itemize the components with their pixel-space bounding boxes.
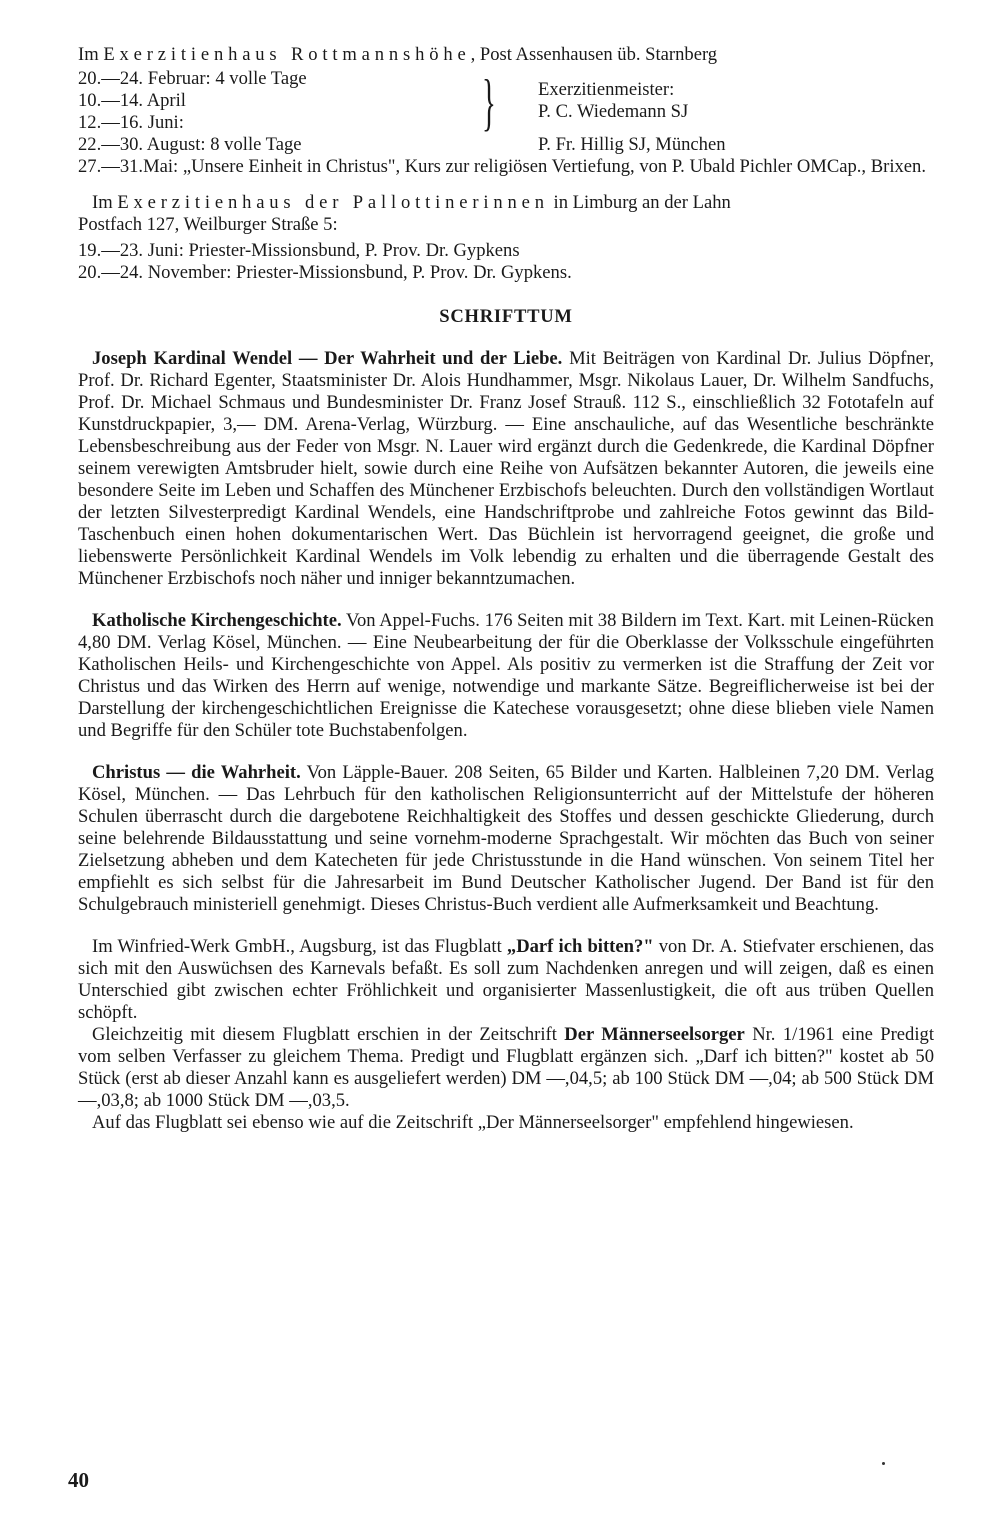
review-body: Von Läpple-Bauer. 208 Seiten, 65 Bilder und Karten. Halbleinen 7,20 DM. Verlag Kösel, München. — Das Lehrbuch für den katholischen Religionsunterricht auf der Mittelstufe der höheren Schulen überrascht durch die dargebotene Reichhaltigkeit des Stoffes und dessen geschickte Gliederung, durch seine belehrende Bildausstattung und seine vornehm-moderne Sprachgestalt. Wir möchten das Buch von seiner Zielsetzung abheben und dem Katecheten für jede Christusstunde in die Hand wünschen. Von seinem Titel her empfiehlt es sich selbst für die Jahresarbeit im Bund Deutscher Katholischer Jugend. Der Band ist für den Schulgebrauch ministeriell genehmigt. Dieses Christus-Buch verdient alle Aufmerksamkeit und Beachtung. — [78, 762, 934, 915]
house1-line — [78, 44, 934, 66]
house2-prefix: Im — [92, 192, 118, 213]
review-wendel — [78, 348, 934, 590]
house1-name: Exerzitienhaus Rottmannshöhe — [103, 44, 471, 65]
house2-entry-2: 20.—24. November: Priester-Missionsbund, P. Prov. Dr. Gypkens. — [78, 262, 572, 283]
house1-prefix: Im — [78, 44, 104, 65]
house2-line — [78, 192, 934, 214]
schedule-block — [78, 68, 934, 156]
schedule-date-4: 22.—30. August: 8 volle Tage — [78, 134, 302, 155]
closing-paragraph-1 — [78, 936, 934, 1024]
speck-mark — [882, 1462, 885, 1465]
schedule-date-3: 12.—16. Juni: — [78, 112, 184, 133]
house2-entry-1: 19.—23. Juni: Priester-Missionsbund, P. Prov. Dr. Gypkens — [78, 240, 520, 261]
house2-address: Postfach 127, Weilburger Straße 5: — [78, 214, 338, 235]
closing-text: Nr. 1/1961 eine Predigt vom selben Verfasser zu gleichem Thema. Predigt und Flugblatt ergänzen sich. „Darf ich bitten?" kostet ab 50 Stück (erst ab dieser Anzahl kann es ausgeliefert werden) DM —,04,5; ab 100 Stück DM —,04; ab 500 Stück DM —,03,8; ab 1000 Stück DM —,03,5. — [78, 1024, 934, 1111]
house2-block — [78, 192, 934, 284]
house2-name: Exerzitienhaus der Pallottinerinnen — [117, 192, 549, 213]
page-number: 40 — [68, 1468, 89, 1492]
review-title: Katholische Kirchengeschichte. — [92, 610, 342, 631]
schedule-date-2: 10.—14. April — [78, 90, 186, 111]
review-body: Mit Beiträgen von Kardinal Dr. Julius Döpfner, Prof. Dr. Richard Egenter, Staatsminister Dr. Alois Hundhammer, Msgr. Nikolaus Lauer, Dr. Wilhelm Sandfuchs, Prof. Dr. Michael Schmaus und Bundesminister Dr. Franz Josef Strauß. 112 S., einschließlich 32 Fototafeln auf Kunstdruckpapier, 3,— DM. Arena-Verlag, Würzburg. — Eine anschauliche, auf das Wesentliche beschränkte Lebensbeschreibung aus der Feder von Msgr. N. Lauer wird ergänzt durch die Gedenkrede, die Kardinal Döpfner seinem verewigten Amtsbruder hielt, sowie durch eine Reihe von Aufsätzen bekannter Autoren, die jeweils eine besondere Seite im Leben und Schaffen des Münchener Erzbischofs beleuchten. Durch den vollständigen Wortlaut der letzten Silvesterpredigt Kardinal Wendels, eine Handschriftprobe und zahlreiche Fotos gewinnt das Bild-Taschenbuch einen hohen dokumentarischen Wert. Das Büchlein ist hervorragend geeignet, die große und liebenswerte Persönlichkeit Kardinal Wendels im Volk lebendig zu erhalten und die überragende Gestalt des Münchener Erzbischofs noch näher und inniger bekanntzumachen. — [78, 348, 934, 589]
review-title: Joseph Kardinal Wendel — Der Wahrheit und der Liebe. — [92, 348, 563, 369]
review-kirchengeschichte — [78, 610, 934, 742]
review-title: Christus — die Wahrheit. — [92, 762, 301, 783]
master-1: P. C. Wiedemann SJ — [538, 101, 689, 122]
closing-text: Im Winfried-Werk GmbH., Augsburg, ist das Flugblatt — [92, 936, 507, 957]
house1-suffix: , Post Assenhausen üb. Starnberg — [470, 44, 718, 65]
may-entry: 27.—31.Mai: „Unsere Einheit in Christus", Kurs zur religiösen Vertiefung, von P. Ubald Pichler OMCap., Brixen. — [78, 156, 926, 177]
review-christus — [78, 762, 934, 916]
closing-text: von Dr. A. Stiefvater erschienen, das sich mit den Auswüchsen des Karnevals befaßt. Es soll zum Nachdenken anregen und will zeigen, daß es einen Unterschied gibt zwischen echter Fröhlichkeit und organisierter Massenlustigkeit, die oft aus trüben Quellen schöpft. — [78, 936, 934, 1023]
review-body: Von Appel-Fuchs. 176 Seiten mit 38 Bildern im Text. Kart. mit Leinen-Rücken 4,80 DM. Verlag Kösel, München. — Eine Neubearbeitung der für die Oberklasse der Volksschule eingeführten Katholischen Heils- und Kirchengeschichte von Appel. Als positiv zu vermerken ist die Straffung der Zeit vor Christus und das Wirken des Herrn auf wenige, notwendige und markante Sätze. Begreiflicherweise ist bei der Darstellung der kirchengeschichtlichen Ereignisse die Katechese vorausgesetzt; ohne diese blieben viele Namen und Begriffe für den Schüler tote Buchstabenfolgen. — [78, 610, 934, 741]
brace-glyph: } — [482, 66, 496, 137]
closing-text: Gleichzeitig mit diesem Flugblatt erschien in der Zeitschrift — [92, 1024, 565, 1045]
closing-paragraph-3: Auf das Flugblatt sei ebenso wie auf die Zeitschrift „Der Männerseelsorger" empfehlend hingewiesen. — [92, 1112, 854, 1133]
schedule-date-1: 20.—24. Februar: 4 volle Tage — [78, 68, 307, 89]
flugblatt-title: „Darf ich bitten?" — [506, 936, 654, 957]
house2-suffix: in Limburg an der Lahn — [548, 192, 731, 213]
magazine-title: Der Männerseelsorger — [564, 1024, 745, 1045]
master-2: P. Fr. Hillig SJ, München — [538, 134, 726, 155]
closing-paragraph-2 — [78, 1024, 934, 1112]
section-title: SCHRIFTTUM — [439, 306, 573, 327]
master-label: Exerzitienmeister: — [538, 79, 675, 100]
document-page — [78, 44, 934, 1134]
